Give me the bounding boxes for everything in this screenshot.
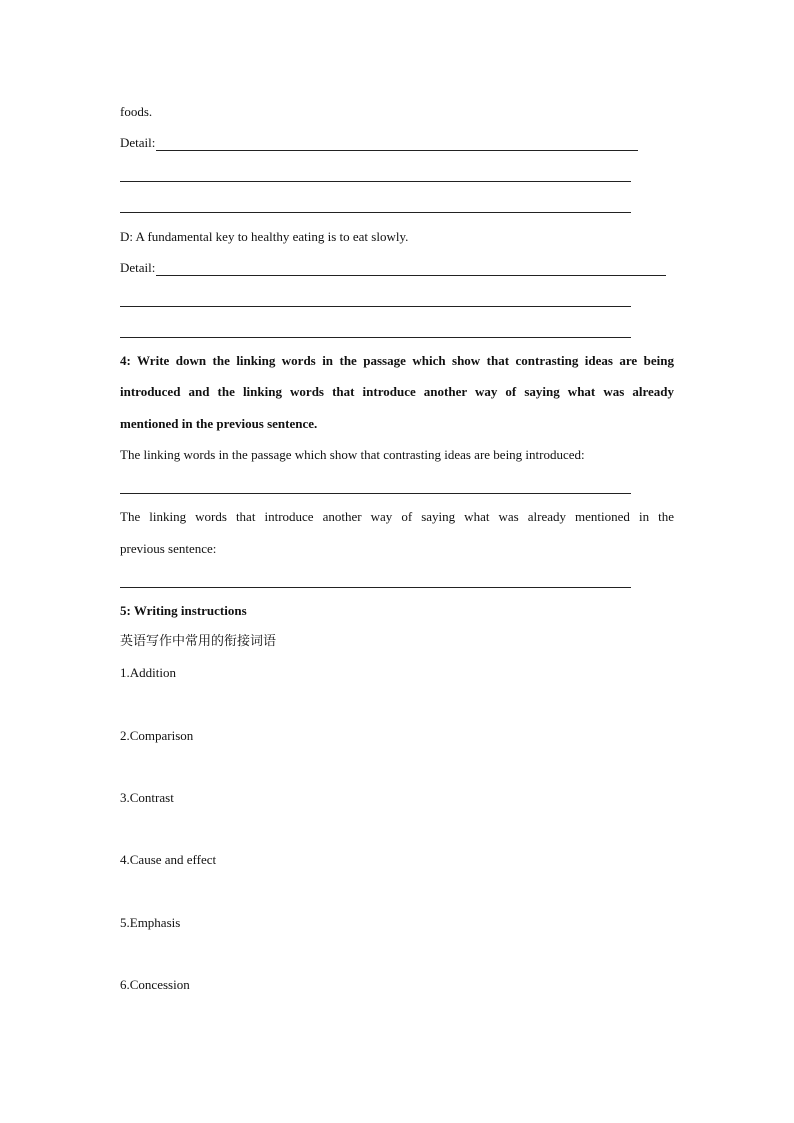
list-item-addition: 1.Addition xyxy=(120,665,176,680)
list-item-comparison: 2.Comparison xyxy=(120,728,194,743)
list-item-contrast: 3.Contrast xyxy=(120,790,174,805)
section5-heading: 5: Writing instructions xyxy=(120,603,247,618)
answer-line-d1[interactable] xyxy=(156,275,666,276)
answer-line-another[interactable] xyxy=(120,587,631,588)
answer-line-d3[interactable] xyxy=(120,337,631,338)
section4-heading-line1: 4: Write down the linking words in the passage which show that contrasting ideas are being xyxy=(120,353,674,368)
prompt-contrast: The linking words in the passage which show that contrasting ideas are being introduced: xyxy=(120,447,585,462)
detail-label-d: Detail: xyxy=(120,260,156,275)
section5-subtitle: 英语写作中常用的衔接词语 xyxy=(120,634,277,649)
section4-heading-line3: mentioned in the previous sentence. xyxy=(120,416,318,431)
answer-line-c2[interactable] xyxy=(120,181,631,182)
section4-heading-line2: introduced and the linking words that introduce another way of saying what was already xyxy=(120,384,674,399)
prompt-another-line2: previous sentence: xyxy=(120,541,217,556)
detail-label-c: Detail: xyxy=(120,135,156,150)
list-item-emphasis: 5.Emphasis xyxy=(120,915,181,930)
prompt-another-line1: The linking words that introduce another way of saying what was already mentioned in the xyxy=(120,509,674,524)
list-item-cause-effect: 4.Cause and effect xyxy=(120,852,217,867)
answer-line-c1[interactable] xyxy=(156,150,638,151)
foods-text: foods. xyxy=(120,104,153,119)
answer-line-c3[interactable] xyxy=(120,212,631,213)
answer-line-contrast[interactable] xyxy=(120,493,631,494)
list-item-concession: 6.Concession xyxy=(120,977,190,992)
item-d-text: D: A fundamental key to healthy eating is to eat slowly. xyxy=(120,229,409,244)
answer-line-d2[interactable] xyxy=(120,306,631,307)
